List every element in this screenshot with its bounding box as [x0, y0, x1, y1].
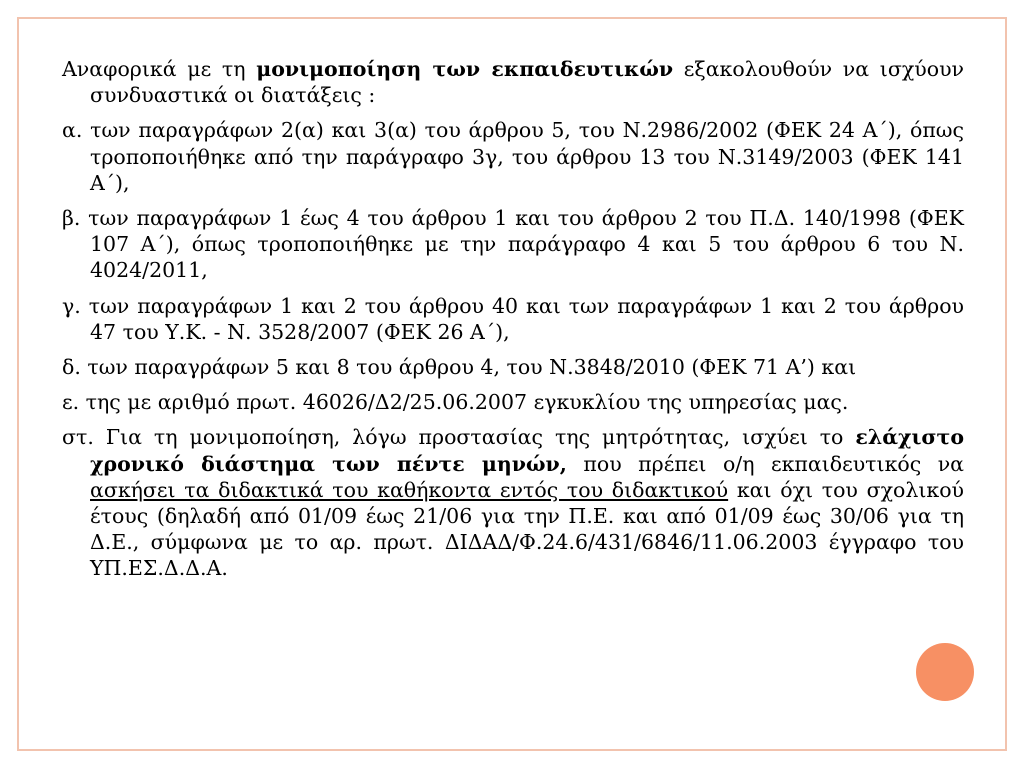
last-paragraph — [62, 424, 964, 581]
last-bold-text: ελάχιστο χρονικό διάστημα των πέντε μηνών, — [90, 425, 964, 476]
last-underlined-text: ασκήσει τα διδακτικά του καθήκοντα εντός του διδακτικού — [90, 477, 729, 502]
list-item: ε. της με αριθμό πρωτ. 46026/Δ2/25.06.2007 εγκυκλίου της υπηρεσίας μας. — [62, 390, 849, 415]
list-item: γ. των παραγράφων 1 και 2 του άρθρου 40 και των παραγράφων 1 και 2 του άρθρου 47 του Υ.Κ. - Ν. 3528/2007 (ΦΕΚ 26 Α΄), — [62, 293, 964, 344]
intro-paragraph — [62, 56, 964, 108]
intro-bold-text: μονιμοποίηση των εκπαιδευτικών — [256, 57, 674, 81]
decorative-circle-icon — [916, 643, 974, 701]
list-item: α. των παραγράφων 2(α) και 3(α) του άρθρου 5, του Ν.2986/2002 (ΦΕΚ 24 Α΄), όπως τροποποιήθηκε από την παράγραφο 3γ, του άρθρου 13 του Ν.3149/2003 (ΦΕΚ 141 Α΄), — [62, 118, 964, 195]
last-text-2: που πρέπει ο/η εκπαιδευτικός να — [566, 451, 965, 476]
slide-content — [62, 56, 964, 591]
list-item: δ. των παραγράφων 5 και 8 του άρθρου 4, του Ν.3848/2010 (ΦΕΚ 71 Α’) και — [62, 355, 857, 380]
last-text-3: και όχι του σχολικού έτους (δηλαδή από 01/09 έως 21/06 για την Π.Ε. και από 01/09 έως 30/06 για τη Δ.Ε., σύμφωνα με το αρ. πρωτ. ΔΙΔΑΔ/Φ.24.6/431/6846/11.06.2003 έγγραφο του ΥΠ.ΕΣ.Δ.Δ.Α. — [90, 477, 964, 581]
last-text-1: στ. Για τη μονιμοποίηση, λόγω προστασίας της μητρότητας, ισχύει το — [62, 425, 856, 450]
intro-text: Αναφορικά με τη — [62, 57, 257, 81]
intro-text-end: εξακολουθούν να ισχύουν συνδυαστικά οι διατάξεις : — [90, 57, 964, 108]
list-item: β. των παραγράφων 1 έως 4 του άρθρου 1 και του άρθρου 2 του Π.Δ. 140/1998 (ΦΕΚ 107 Α΄), όπως τροποποιήθηκε με την παράγραφο 4 και 5 του άρθρου 6 του Ν. 4024/2011, — [62, 206, 964, 283]
